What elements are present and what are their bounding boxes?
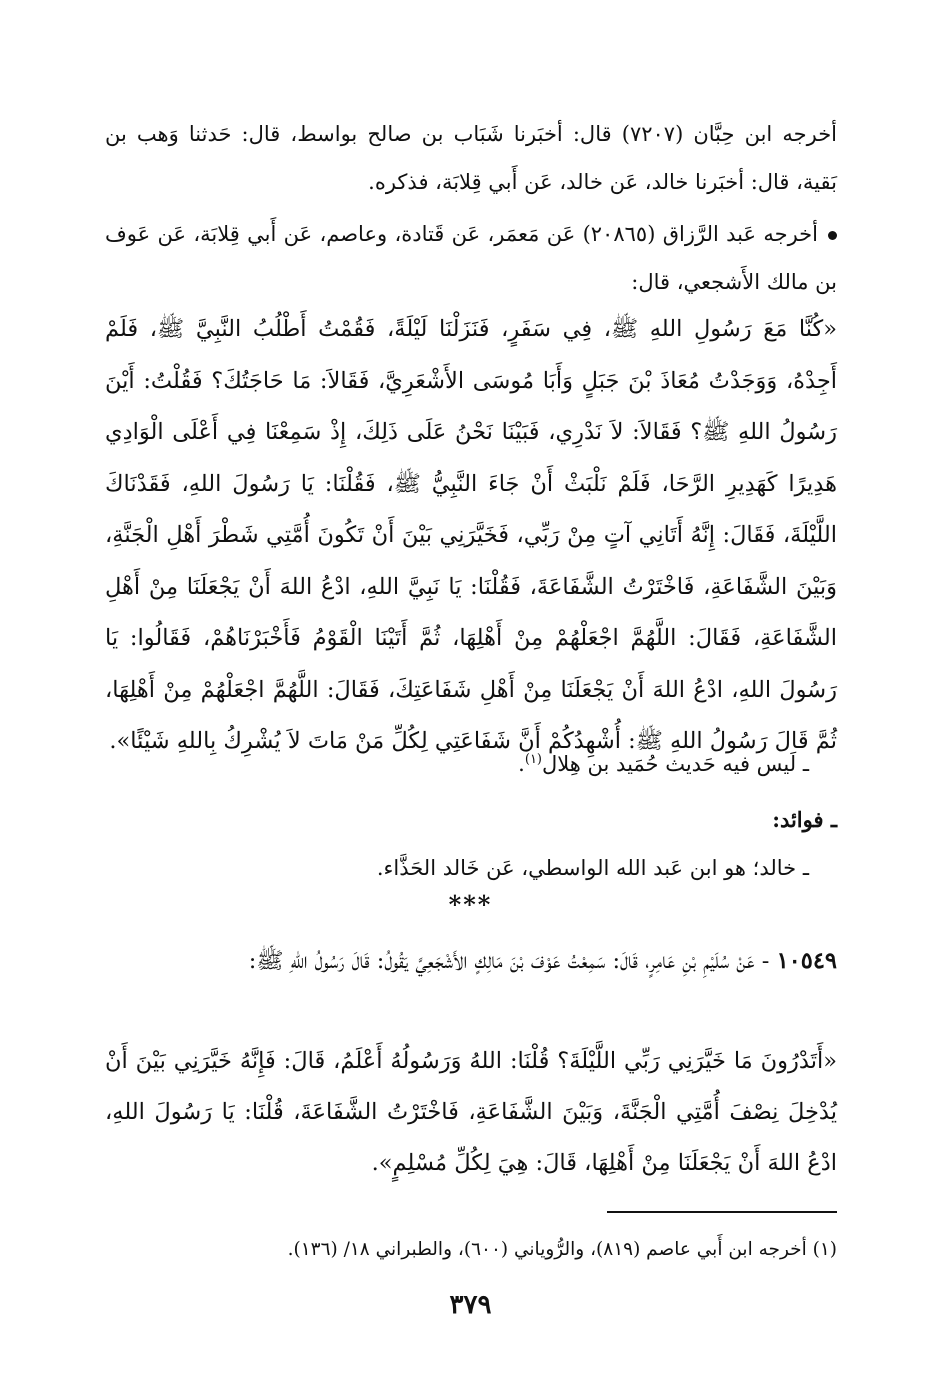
paragraph-abd-al-razzaq	[105, 210, 837, 306]
paragraph-ibn-hibban: أخرجه ابن حِبَّان (٧٢٠٧) قال: أخبَرنا شَبَاب بن صالح بواسط، قال: حَدثنا وَهب بن بَقية، قال: أخبَرنا خالد، عَن خالد، عَن أَبي قِلابَة، فذكره.	[105, 122, 838, 194]
hadith-text-1: «كُنَّا مَعَ رَسُولِ اللهِ ﷺ، فِي سَفَرٍ، فَنَزَلْنَا لَيْلَةً، فَقُمْتُ أَطْلُبُ النَّبِيَّ ﷺ، فَلَمْ أَجِدْهُ، وَوَجَدْتُ مُعَاذَ بْنَ جَبَلٍ وَأَبَا مُوسَى الأَشْعَرِيَّ، فَقَالاَ: مَا حَاجَتُكَ؟ فَقُلْتُ: أَيْنَ رَسُولُ اللهِ ﷺ؟ فَقَالاَ: لاَ نَدْرِي، فَبَيْنَا نَحْنُ عَلَى ذَلِكَ، إِذْ سَمِعْنَا فِي أَعْلَى الْوَادِي هَدِيرًا كَهَدِيرِ الرَّحَا، فَلَمْ نَلْبَثْ أَنْ جَاءَ النَّبِيُّ ﷺ، فَقُلْنَا: يَا رَسُولَ اللهِ، فَقَدْنَاكَ اللَّيْلَةَ، فَقَالَ: إِنَّهُ أَتَانِي آتٍ مِنْ رَبِّي، فَخَيَّرَنِي بَيْنَ أَنْ تَكُونَ أُمَّتِي شَطْرَ أَهْلِ الْجَنَّةِ، وَبَيْنَ الشَّفَاعَةِ، فَاخْتَرْتُ الشَّفَاعَةَ، فَقُلْنَا: يَا نَبِيَّ اللهِ، ادْعُ اللهَ أَنْ يَجْعَلَنَا مِنْ أَهْلِ الشَّفَاعَةِ، فَقَالَ: اللَّهُمَّ اجْعَلْهُمْ مِنْ أَهْلِهَا، ثُمَّ أَتَيْنَا الْقَوْمُ فَأَخْبَرْنَاهُمْ، فَقَالُوا: يَا رَسُولَ اللهِ، ادْعُ اللهَ أَنْ يَجْعَلَنَا مِنْ أَهْلِ شَفَاعَتِكَ، فَقَالَ: اللَّهُمَّ اجْعَلْهُمْ مِنْ أَهْلِهَا، ثُمَّ قَالَ رَسُولُ اللهِ ﷺ: أُشْهِدُكُمْ أَنَّ شَفَاعَتِي لِكُلِّ مَنْ مَاتَ لاَ يُشْرِكُ بِاللهِ شَيْئًا».	[105, 316, 837, 754]
hadith-number: ١٠٥٤٩	[776, 948, 837, 974]
hadith-text-2: «أَتَدْرُونَ مَا خَيَّرَنِي رَبِّي اللَّيْلَةَ؟ قُلْنَا: اللهُ وَرَسُولُهُ أَعْلَمُ، قَالَ: فَإِنَّهُ خَيَّرَنِي بَيْنَ أَنْ يُدْخِلَ نِصْفَ أُمَّتِي الْجَنَّةَ، وَبَيْنَ الشَّفَاعَةِ، فَاخْتَرْتُ الشَّفَاعَةَ، قُلْنَا: يَا رَسُولَ اللهِ، ادْعُ اللهَ أَنْ يَجْعَلَنَا مِنْ أَهْلِهَا، قَالَ: هِيَ لِكُلِّ مُسْلِمٍ».	[105, 1048, 837, 1176]
section-separator: ***	[448, 890, 493, 919]
note-humaid-end: .	[518, 752, 525, 776]
hadith-2-intro: عَنْ سُلَيْمِ بْنِ عَامِرٍ، قَالَ: سَمِعْتُ عَوْفَ بْنَ مَالِكٍ الأَشْجَعِيَّ يَقُولُ: قَالَ رَسُولُ اللهِ ﷺ:	[248, 948, 755, 974]
note-humaid	[105, 740, 837, 784]
paragraph-abd-al-razzaq-text: أخرجه عَبد الرَّزاق (٢٠٨٦٥) عَن مَعمَر، عَن قَتادة، وعاصم، عَن أَبي قِلابَة، عَن عَوف بن مالك الأَشجعي، قال:	[105, 222, 837, 294]
hadith-2-heading	[105, 936, 837, 987]
hadith-dash: -	[754, 948, 777, 974]
page-number: ٣٧٩	[449, 1290, 492, 1320]
footnote: (١) أخرجه ابن أَبي عاصم (٨١٩)، والرُّوياني (٦٠٠)، والطبراني ١٨/ (١٣٦).	[287, 1239, 837, 1260]
note-humaid-text: ـ لَيس فيه حَديث حُمَيد بن هِلال	[542, 752, 809, 776]
fawaid-heading: ـ فوائد:	[772, 807, 837, 832]
footnote-divider	[607, 1211, 837, 1213]
footnote-ref[interactable]: (١)	[524, 752, 542, 767]
fawaid-note: ـ خالد؛ هو ابن عَبد الله الواسطي، عَن خَالد الحَذَّاء.	[376, 856, 809, 880]
bullet-icon	[828, 231, 837, 240]
